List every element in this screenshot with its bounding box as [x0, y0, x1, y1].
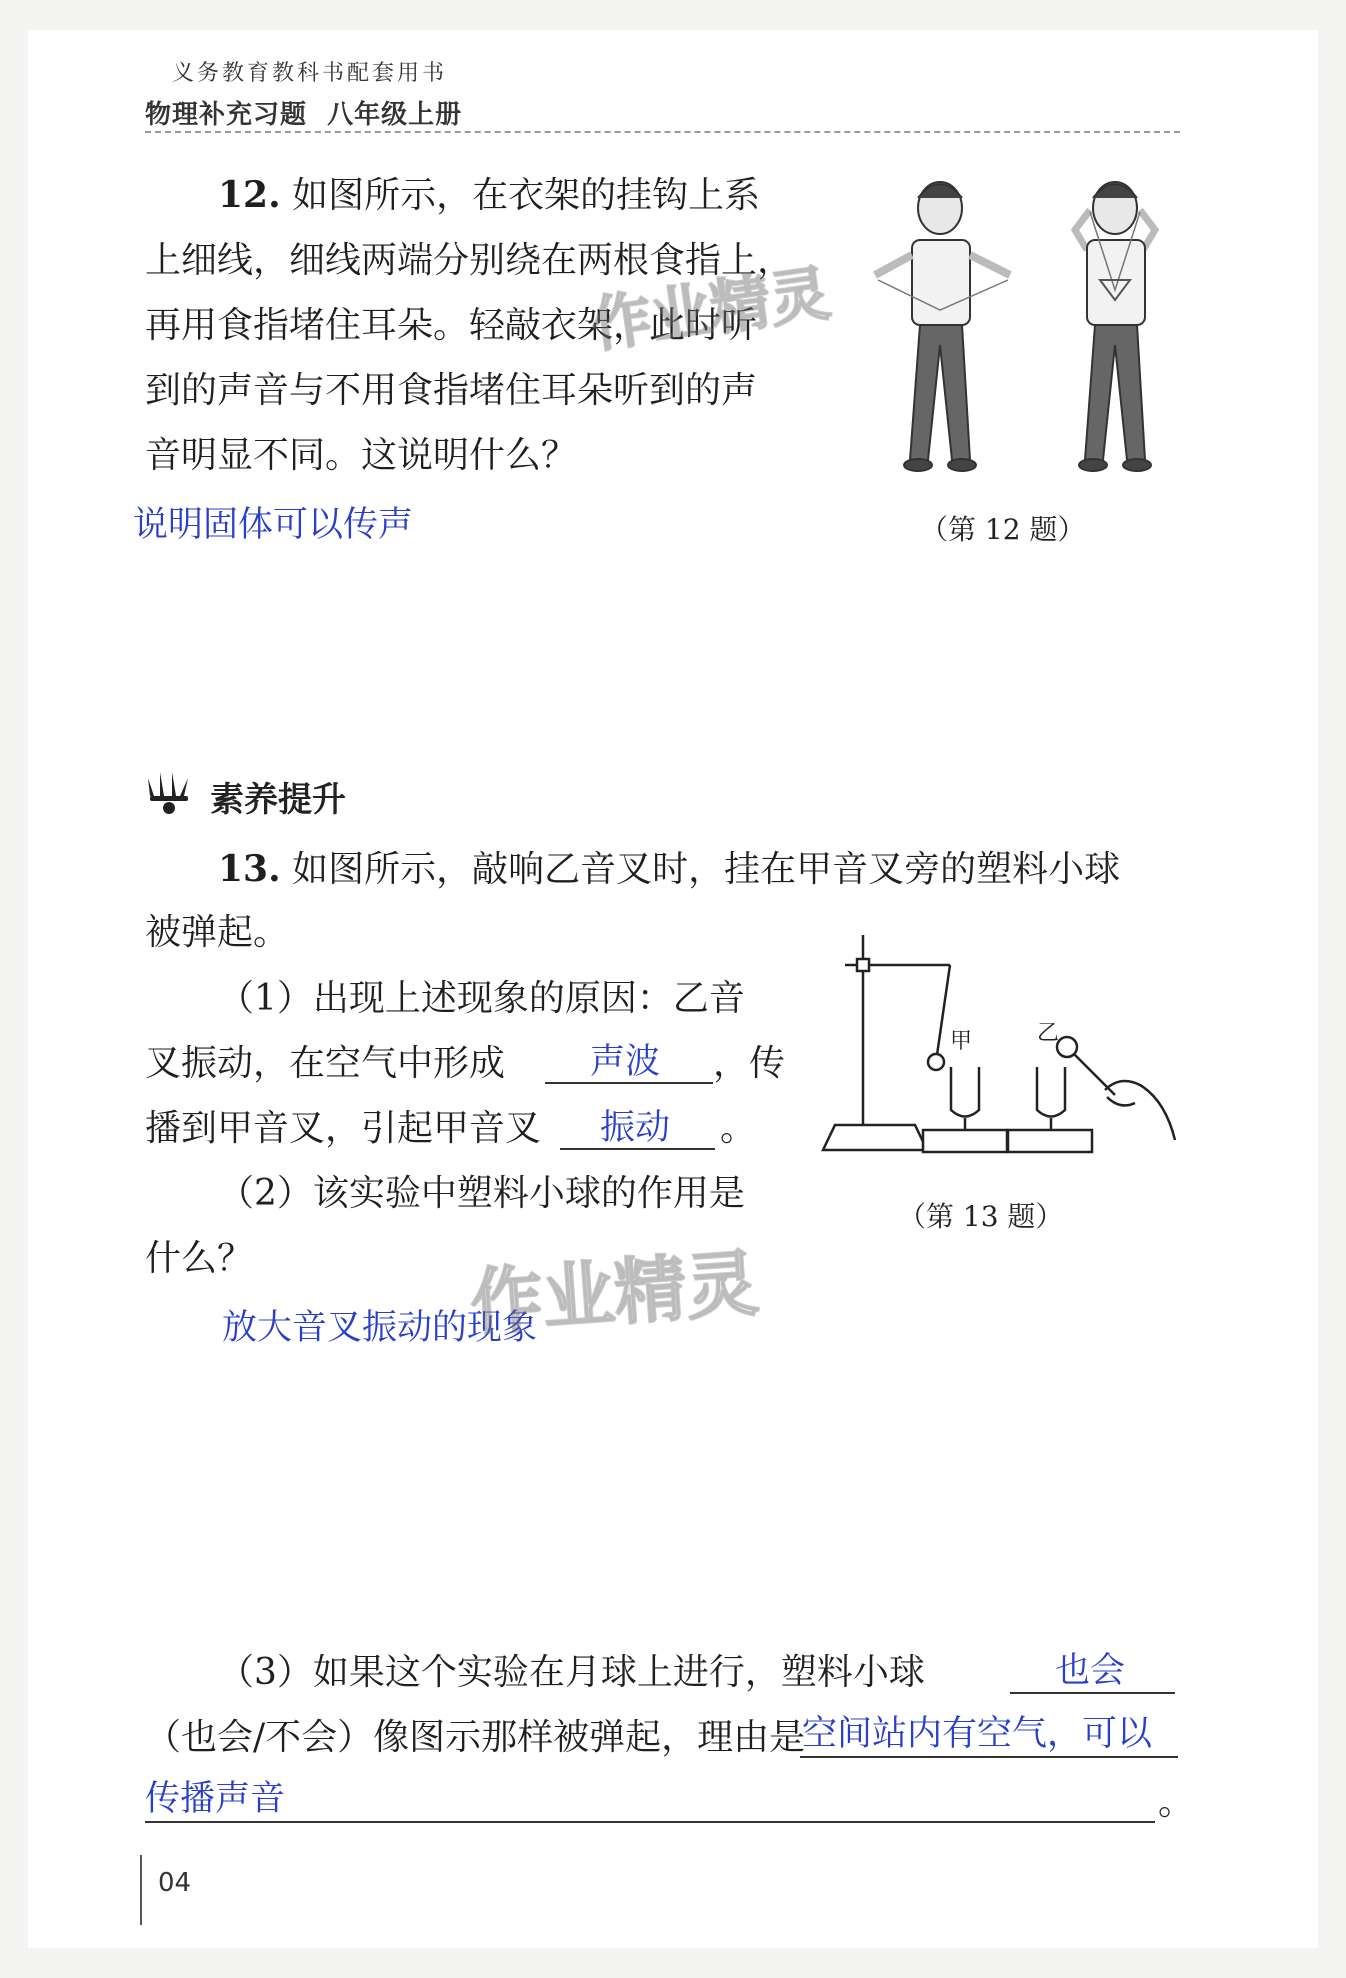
watermark-2: 作业精灵	[467, 1241, 762, 1345]
q12-caption: （第 12 题）	[920, 513, 1086, 546]
q13-p1-line-1: （1）出现上述现象的原因：乙音	[218, 978, 745, 1019]
q12-line-1	[218, 163, 760, 228]
fork-yi	[1037, 1067, 1065, 1117]
q12-line-2: 上细线，细线两端分别绕在两根食指上，	[145, 240, 794, 281]
q13-stem-1: 如图所示，敲响乙音叉时，挂在甲音叉旁的塑料小球	[292, 849, 1121, 890]
q13-blank-5	[145, 1777, 1155, 1823]
q13-p1-line-2b: ，传	[713, 1043, 786, 1084]
q13-stem-2: 被弹起。	[145, 912, 290, 953]
box-yi	[1008, 1130, 1092, 1152]
q12-answer: 说明固体可以传声	[133, 505, 414, 545]
q13-p2-answer: 放大音叉振动的现象	[222, 1308, 538, 1348]
q13-figure	[815, 925, 1190, 1155]
q13-number: 13.	[218, 848, 281, 890]
boy-left-illustration	[875, 182, 1010, 471]
q13-answer-4b: 传播声音	[145, 1779, 286, 1819]
q13-answer-1: 声波	[590, 1042, 661, 1082]
stand-base	[823, 1125, 927, 1150]
mallet-handle	[1073, 1053, 1115, 1095]
section-title: 素养提升	[210, 780, 346, 820]
q12-line-3: 再用食指堵住耳朵。轻敲衣架，此时听	[145, 305, 758, 346]
q13-answer-4a: 空间站内有空气，可以	[802, 1714, 1153, 1754]
q13-p1-line-3a: 播到甲音叉，引起甲音叉	[145, 1108, 542, 1149]
grade-label: 八年级上册	[327, 100, 463, 130]
q13-answer-3: 也会	[1055, 1651, 1126, 1691]
page-number: 04	[158, 1868, 192, 1898]
page-number-bar	[140, 1855, 142, 1925]
q13-answer-2: 振动	[600, 1108, 671, 1148]
q13-p3-line-2: （也会/不会）像图示那样被弹起，理由是	[145, 1717, 806, 1758]
string	[937, 965, 950, 1055]
book-title-header	[145, 94, 462, 131]
label-yi: 乙	[1037, 1021, 1060, 1046]
mallet-head	[1057, 1037, 1077, 1057]
header-divider	[145, 131, 1180, 133]
watermark-1: 作业精灵	[586, 258, 835, 362]
q12-text-1: 如图所示，在衣架的挂钩上系	[292, 175, 761, 216]
q12-figure	[870, 170, 1200, 480]
q13-p2-line-1: （2）该实验中塑料小球的作用是	[218, 1173, 745, 1214]
q13-p1-line-2a: 叉振动，在空气中形成	[145, 1043, 506, 1084]
hand-illustration	[1105, 1081, 1175, 1140]
q13-line-1	[218, 837, 1120, 902]
boy-right-illustration	[1075, 182, 1155, 471]
q12-line-5: 音明显不同。这说明什么？	[145, 435, 578, 476]
book-title: 物理补充习题	[145, 100, 308, 130]
q13-p3-line-1: （3）如果这个实验在月球上进行，塑料小球	[218, 1652, 925, 1693]
plastic-ball	[928, 1054, 944, 1070]
crown-icon	[140, 770, 198, 816]
q12-number: 12.	[218, 174, 281, 216]
q13-p1-line-3b: 。	[720, 1108, 757, 1149]
q13-p2-line-2: 什么？	[145, 1238, 254, 1279]
label-jia: 甲	[950, 1029, 973, 1054]
fork-jia	[951, 1067, 979, 1117]
q12-line-4: 到的声音与不用食指堵住耳朵听到的声	[145, 370, 758, 411]
q13-caption: （第 13 题）	[898, 1200, 1064, 1233]
series-header: 义务教育教科书配套用书	[172, 61, 448, 86]
q13-p3-end: 。	[1158, 1782, 1195, 1823]
box-jia	[923, 1130, 1007, 1152]
